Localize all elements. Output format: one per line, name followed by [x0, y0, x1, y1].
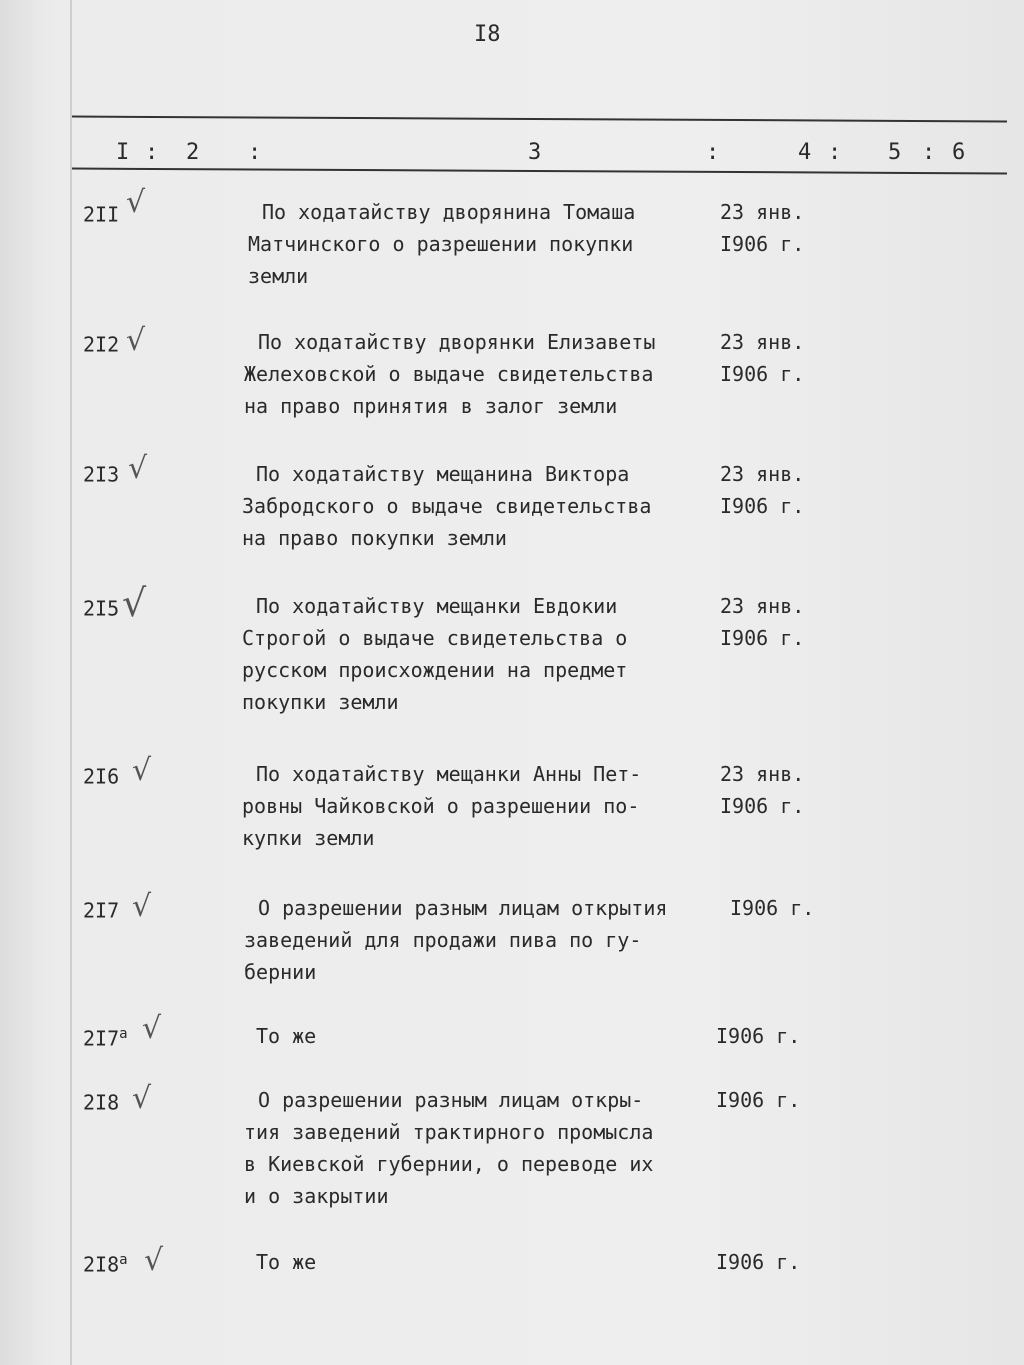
page-margin-line [70, 0, 72, 1365]
row-description: О разрешении разным лицам откры- тия заведений трактирного промысла в Киевской губернии, о переводе их и о закрытии [244, 1088, 654, 1208]
row-description: То же [256, 1250, 317, 1274]
row-description: По ходатайству мещанки Евдокии Строгой о выдаче свидетельства о русском происхождении на предмет покупки земли [242, 594, 628, 714]
header-separator: : [248, 140, 262, 165]
row-number: 2I2 [83, 332, 120, 357]
row-date: I906 г. [716, 1250, 801, 1274]
row-description: То же [256, 1024, 317, 1048]
header-col-3: 3 [528, 140, 542, 165]
row-date: I906 г. [716, 1088, 801, 1112]
row-number: 2I6 [83, 764, 120, 789]
row-date: I906 г. [730, 896, 815, 920]
header-separator: : [922, 140, 936, 165]
check-mark-icon: √ [128, 451, 148, 486]
row-date: 23 янв. I906 г. [720, 594, 805, 650]
row-date: 23 янв. I906 г. [720, 762, 805, 818]
row-date: 23 янв. I906 г. [720, 330, 805, 386]
row-date: I906 г. [716, 1024, 801, 1048]
check-mark-icon: √ [132, 889, 152, 924]
row-description: О разрешении разным лицам открытия заведений для продажи пива по гу- бернии [244, 896, 668, 984]
page-number: I8 [474, 22, 501, 47]
row-number: $2I8^а$ [83, 1252, 128, 1277]
row-number: $2I7^а$ [83, 1026, 128, 1051]
row-description: По ходатайству мещанки Анны Пет- ровны Чайковской о разрешении по- купки земли [242, 762, 642, 850]
check-mark-icon: √ [126, 323, 146, 358]
check-mark-icon: √ [122, 581, 147, 625]
check-mark-icon: √ [132, 753, 152, 788]
check-mark-icon: √ [144, 1243, 164, 1278]
row-number: 2I7 [83, 898, 120, 923]
row-number: 2I5 [83, 596, 120, 621]
row-date: 23 янв. I906 г. [720, 200, 805, 256]
row-number: 2II [83, 202, 120, 227]
header-separator: : [828, 140, 842, 165]
row-description: По ходатайству дворянина Томаша Матчинского о разрешении покупки земли [248, 200, 636, 288]
row-number: 2I3 [83, 462, 120, 487]
row-description: По ходатайству дворянки Елизаветы Желеховской о выдаче свидетельства на право принятия в залог земли [244, 330, 656, 418]
check-mark-icon: √ [132, 1081, 152, 1116]
row-number: 2I8 [83, 1090, 120, 1115]
header-separator: : [145, 140, 159, 165]
check-mark-icon: √ [126, 185, 146, 220]
header-col-5: 5 [888, 140, 902, 165]
header-bottom-rule [72, 168, 1007, 175]
header-col-2: 2 [186, 140, 200, 165]
header-col-1: I [116, 140, 130, 165]
header-separator: : [706, 140, 720, 165]
row-description: По ходатайству мещанина Виктора Забродского о выдаче свидетельства на право покупки земли [242, 462, 652, 550]
header-col-4: 4 [798, 140, 812, 165]
check-mark-icon: √ [142, 1011, 162, 1046]
header-top-rule [72, 116, 1007, 123]
row-date: 23 янв. I906 г. [720, 462, 805, 518]
header-col-6: 6 [952, 140, 966, 165]
